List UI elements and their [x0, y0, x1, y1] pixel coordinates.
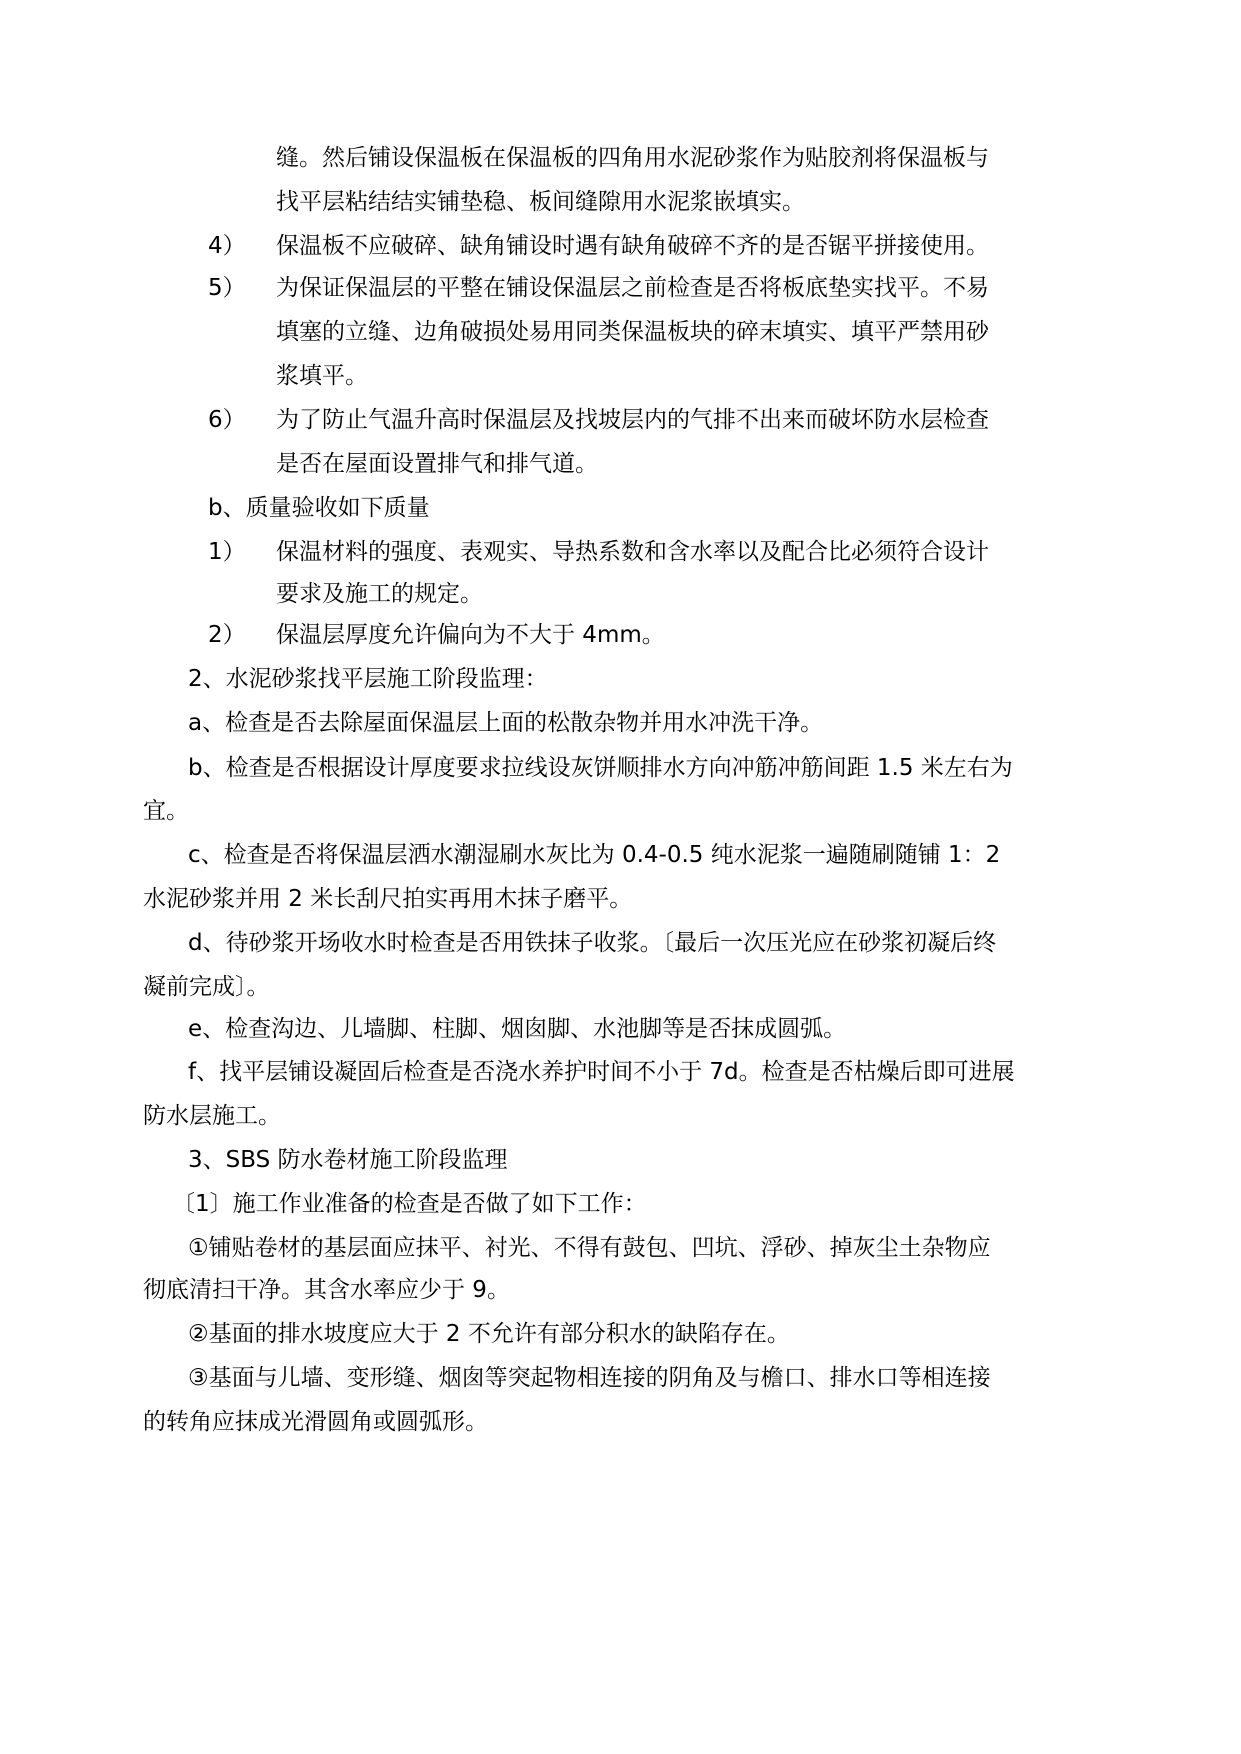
text-line: 找平层粘结结实铺垫稳、板间缝隙用水泥浆嵌填实。 [276, 189, 805, 215]
text-line: 宜。 [143, 798, 189, 824]
text-line: 缝。然后铺设保温板在保温板的四角用水泥砂浆作为贴胶剂将保温板与 [276, 145, 989, 171]
text-line: 要求及施工的规定。 [276, 581, 483, 607]
text-line: f、找平层铺设凝固后检查是否浇水养护时间不小于 7d。检查是否枯燥后即可进展 [188, 1059, 1015, 1085]
text-line: 保温层厚度允许偏向为不大于 4mm。 [276, 622, 665, 648]
text-line: 2、水泥砂浆找平层施工阶段监理： [188, 666, 548, 692]
text-line: 为保证保温层的平整在铺设保温层之前检查是否将板底垫实找平。不易 [276, 275, 989, 301]
text-line: b、检查是否根据设计厚度要求拉线设灰饼顺排水方向冲筋冲筋间距 1.5 米左右为 [188, 755, 1013, 781]
list-number-4: 4） [208, 233, 246, 259]
text-line: 保温板不应破碎、缺角铺设时遇有缺角破碎不齐的是否锯平拼接使用。 [276, 233, 989, 259]
text-line: c、检查是否将保温层洒水潮湿刷水灰比为 0.4-0.5 纯水泥浆一遍随刷随铺 1：2 [188, 842, 1001, 868]
text-line: 保温材料的强度、表观实、导热系数和含水率以及配合比必须符合设计 [276, 539, 989, 565]
text-line: 凝前完成〕。 [143, 974, 270, 1000]
list-number-6: 6） [208, 407, 246, 433]
list-number-2: 2） [208, 622, 246, 648]
text-line: e、检查沟边、儿墙脚、柱脚、烟囱脚、水池脚等是否抹成圆弧。 [188, 1016, 847, 1042]
text-line: 的转角应抹成光滑圆角或圆弧形。 [143, 1409, 488, 1435]
text-line: 是否在屋面设置排气和排气道。 [276, 451, 598, 477]
text-line: b、质量验收如下质量 [208, 495, 430, 521]
text-line: 3、SBS 防水卷材施工阶段监理 [188, 1147, 508, 1173]
text-line: ②基面的排水坡度应大于 2 不允许有部分积水的缺陷存在。 [188, 1321, 790, 1347]
text-line: a、检查是否去除屋面保温层上面的松散杂物并用水冲洗干净。 [188, 710, 824, 736]
text-line: 水泥砂浆并用 2 米长刮尺拍实再用木抹子磨平。 [143, 886, 633, 912]
text-line: ③基面与儿墙、变形缝、烟囱等突起物相连接的阴角及与檐口、排水口等相连接 [188, 1365, 991, 1391]
list-number-1: 1） [208, 539, 246, 565]
text-line: 防水层施工。 [143, 1103, 281, 1129]
text-line: ①铺贴卷材的基层面应抹平、衬光、不得有鼓包、凹坑、浮砂、掉灰尘土杂物应 [188, 1235, 991, 1261]
list-number-5: 5） [208, 275, 246, 301]
text-line: d、待砂浆开场收水时检查是否用铁抹子收浆。〔最后一次压光应在砂浆初凝后终 [188, 930, 997, 956]
text-line: 为了防止气温升高时保温层及找坡层内的气排不出来而破坏防水层检查 [276, 407, 989, 433]
text-line: 浆填平。 [276, 363, 368, 389]
text-line: 彻底清扫干净。其含水率应少于 9。 [143, 1277, 510, 1303]
text-line: 填塞的立缝、边角破损处易用同类保温板块的碎末填实、填平严禁用砂 [276, 319, 989, 345]
text-line: 〔1〕施工作业准备的检查是否做了如下工作： [172, 1191, 647, 1217]
